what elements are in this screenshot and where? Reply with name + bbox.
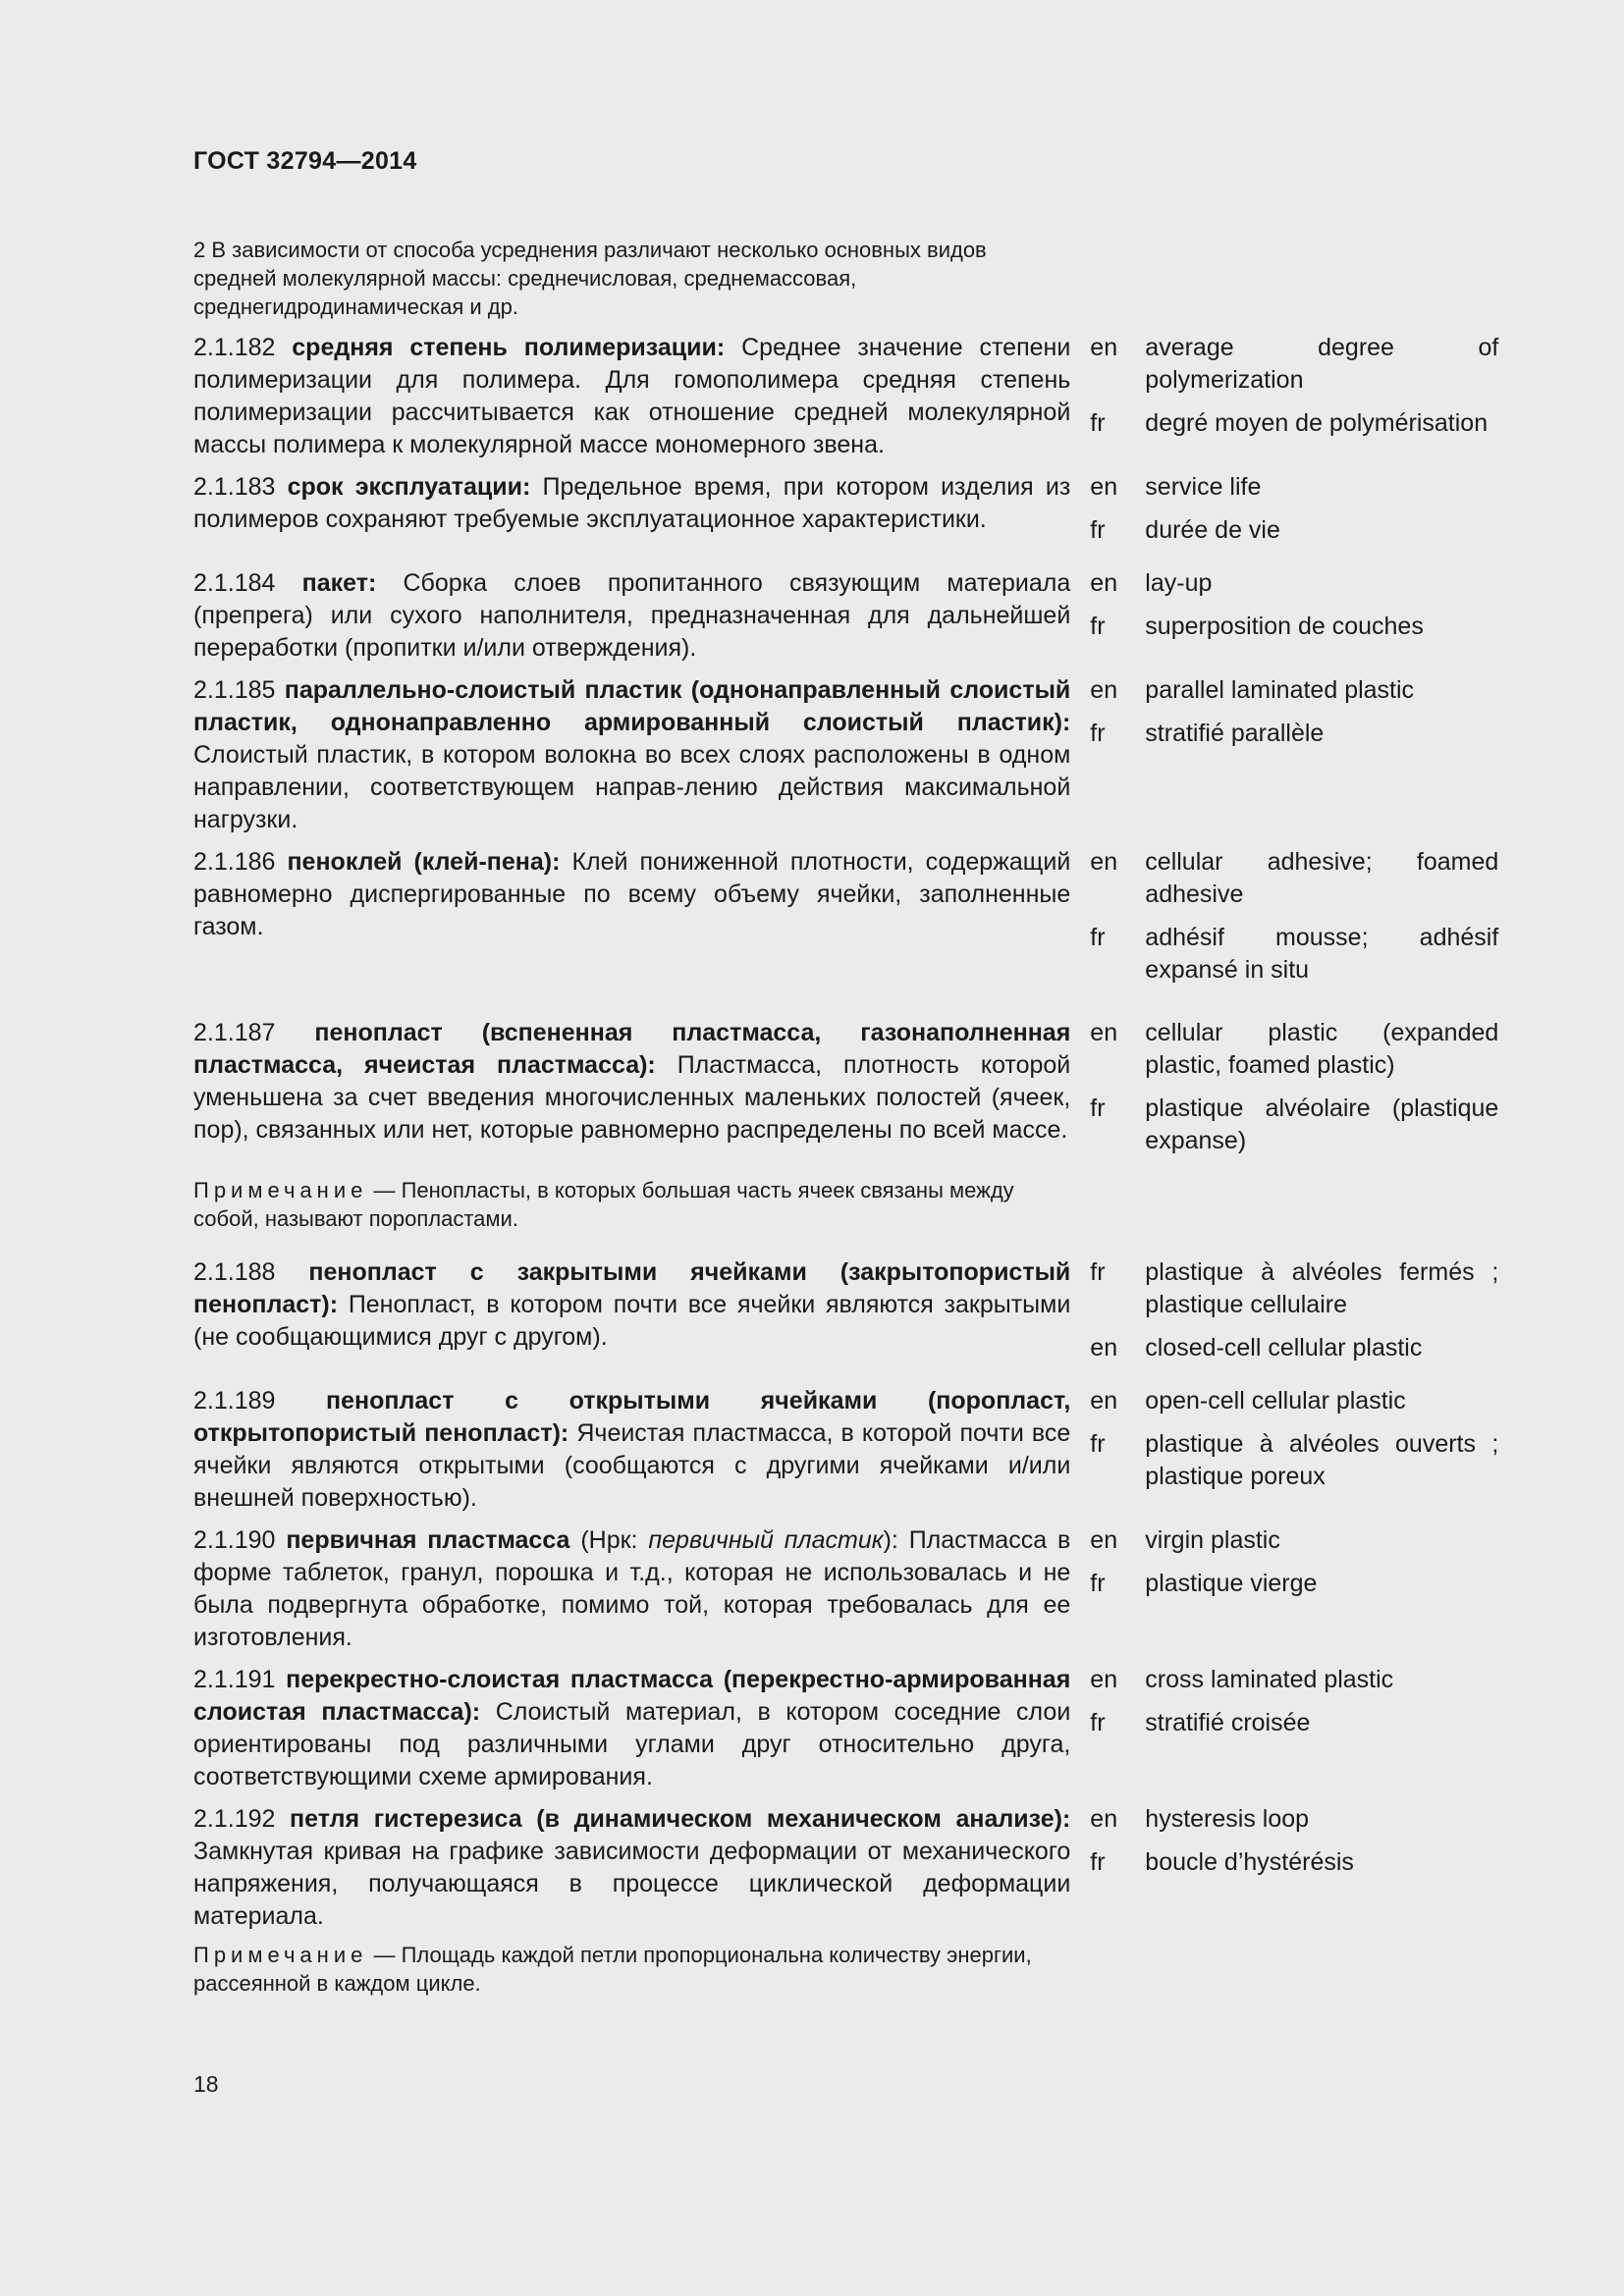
entry-definition-text: Слоистый пластик, в котором волокна во всех слоях расположены в одном направлении, соответствующем направ-лению действия максимальной нагрузки. (193, 741, 1071, 833)
equivalent-lang: fr (1090, 924, 1106, 951)
entry (193, 1256, 1509, 1375)
equivalent (1090, 1256, 1509, 1321)
entry-number: 2.1.187 (193, 1019, 276, 1046)
equivalent-lang: fr (1090, 1570, 1106, 1597)
equivalent (1090, 514, 1509, 547)
entry-equivalents (1090, 1803, 1509, 1933)
equivalent (1090, 1428, 1509, 1493)
equivalent (1090, 674, 1509, 707)
page-number: 18 (193, 2071, 219, 2097)
entry-term: пенопласт с открытыми ячейками (поропласт, открытопористый пенопласт): (193, 1387, 1071, 1447)
entry-number: 2.1.192 (193, 1805, 276, 1833)
equivalent-lang: fr (1090, 1258, 1106, 1286)
entry-definition-text: Слоистый материал, в котором соседние слои ориентированы под различными углами друг относительно друга, соответствующими схеме армирования. (193, 1698, 1071, 1790)
entry (193, 1524, 1509, 1654)
equivalent-lang: fr (1090, 613, 1106, 640)
equivalent-lang: en (1090, 334, 1118, 361)
entry-definition (193, 1256, 1070, 1375)
entry-definition (193, 1803, 1070, 1933)
note (193, 1941, 1073, 1998)
entry-definition-italic: первичный пластик (648, 1526, 884, 1554)
equivalent-lang: fr (1090, 720, 1106, 747)
equivalent-lang: fr (1090, 1095, 1106, 1122)
entry-term: средняя степень полимеризации: (292, 334, 726, 361)
entry-definition (193, 1017, 1070, 1168)
equivalent-lang: en (1090, 1387, 1118, 1415)
entry (193, 1803, 1509, 1933)
equivalent (1090, 332, 1509, 397)
entry-equivalents (1090, 1385, 1509, 1515)
entry-definition-text: Среднее значение степени полимеризации для полимера. Для гомополимера средняя степень полимеризации рассчитывается как отношение средней молекулярной массы полимера к молекулярной массе мономерного звена. (193, 334, 1071, 458)
equivalent-lang: fr (1090, 1848, 1106, 1876)
note-label: Примечание (193, 1178, 368, 1202)
equivalent-text: service life (1145, 473, 1262, 501)
equivalent (1090, 922, 1509, 987)
entry (193, 1664, 1509, 1793)
equivalent (1090, 1803, 1509, 1836)
equivalent-text: durée de vie (1145, 516, 1280, 544)
equivalent-lang: en (1090, 848, 1118, 876)
entry (193, 567, 1509, 665)
entry-term: срок эксплуатации: (287, 473, 531, 501)
entry-definition-text: Ячеистая пластмасса, в которой почти все ячейки являются открытыми (сообщаются с другими ячейками и/или внешней поверхностью). (193, 1419, 1071, 1512)
equivalent-text: plastique alvéolaire (plastique expanse) (1145, 1095, 1499, 1154)
equivalent (1090, 611, 1509, 643)
equivalent (1090, 1846, 1509, 1879)
equivalent-lang: en (1090, 1805, 1118, 1833)
entry-number: 2.1.185 (193, 676, 276, 704)
entry-definition-text: Пенопласт, в котором почти все ячейки являются закрытыми (не сообщающимися друг с другом). (193, 1291, 1071, 1351)
entries-list (193, 332, 1509, 2021)
entry-term: пенопласт (вспененная пластмасса, газонаполненная пластмасса, ячеистая пластмасса): (193, 1019, 1071, 1079)
equivalent (1090, 1524, 1509, 1557)
entry-term: пакет: (301, 569, 377, 597)
entry-definition-text: Клей пониженной плотности, содержащий равномерно диспергированные по всему объему ячейки, заполненные газом. (193, 848, 1071, 940)
equivalent (1090, 1664, 1509, 1696)
equivalent-lang: fr (1090, 516, 1106, 544)
intro-note: 2 В зависимости от способа усреднения различают несколько основных видов средней молекулярной массы: среднечисловая, среднемассовая, среднегидродинамическая и др. (193, 238, 987, 319)
entry-equivalents (1090, 846, 1509, 997)
entry-definition (193, 1664, 1070, 1793)
equivalent (1090, 1093, 1509, 1157)
equivalent-text: stratifié croisée (1145, 1709, 1311, 1736)
entry-definition-text: Пластмасса, плотность которой уменьшена за счет введения многочисленных маленьких полостей (ячеек, пор), связанных или нет, которые равномерно распределены по всей массе. (193, 1051, 1071, 1144)
entry-definition (193, 1385, 1070, 1515)
entry-equivalents (1090, 674, 1509, 836)
entry-term: первичная пластмасса (286, 1526, 570, 1554)
equivalent-text: lay-up (1145, 569, 1213, 597)
entry (193, 471, 1509, 558)
equivalent (1090, 1017, 1509, 1082)
entry-definition (193, 567, 1070, 665)
equivalent-text: open-cell cellular plastic (1145, 1387, 1406, 1415)
equivalent-text: virgin plastic (1145, 1526, 1280, 1554)
entry (193, 674, 1509, 836)
entry-equivalents (1090, 1017, 1509, 1168)
entry-definition (193, 332, 1070, 461)
entry-number: 2.1.190 (193, 1526, 276, 1554)
equivalent-lang: en (1090, 1526, 1118, 1554)
entry-equivalents (1090, 332, 1509, 461)
equivalent (1090, 471, 1509, 504)
equivalent (1090, 846, 1509, 911)
equivalent-text: boucle d’hystérésis (1145, 1848, 1354, 1876)
equivalent-lang: en (1090, 1666, 1118, 1693)
equivalent-text: degré moyen de polymérisation (1145, 409, 1489, 437)
equivalent-lang: en (1090, 1334, 1118, 1362)
equivalent (1090, 1568, 1509, 1600)
entry-definition-text: Сборка слоев пропитанного связующим материала (препрега) или сухого наполнителя, предназначенная для дальнейшей переработки (пропитки и/или отверждения). (193, 569, 1071, 662)
entry-equivalents (1090, 471, 1509, 558)
entry-term: пеноклей (клей-пена): (287, 848, 561, 876)
equivalent-text: cellular plastic (expanded plastic, foamed plastic) (1145, 1019, 1499, 1079)
entry-number: 2.1.184 (193, 569, 276, 597)
equivalent-lang: en (1090, 569, 1118, 597)
equivalent (1090, 1332, 1509, 1364)
equivalent (1090, 407, 1509, 440)
equivalent (1090, 567, 1509, 600)
equivalent (1090, 718, 1509, 750)
equivalent-text: cross laminated plastic (1145, 1666, 1394, 1693)
entry-equivalents (1090, 1256, 1509, 1375)
entry-term: пенопласт с закрытыми ячейками (закрытопористый пенопласт): (193, 1258, 1071, 1318)
entry-definition-prefix: (Нрк: (580, 1526, 649, 1554)
entry (193, 332, 1509, 461)
document-header: ГОСТ 32794—2014 (193, 147, 417, 175)
entry (193, 846, 1509, 997)
equivalent-lang: fr (1090, 409, 1106, 437)
entry-number: 2.1.186 (193, 848, 276, 876)
note-text: — Площадь каждой петли пропорциональна количеству энергии, рассеянной в каждом цикле. (193, 1943, 1032, 1996)
entry-definition (193, 471, 1070, 558)
entry-definition (193, 846, 1070, 997)
equivalent (1090, 1385, 1509, 1417)
equivalent-text: average degree of polymerization (1145, 334, 1499, 394)
entry-number: 2.1.191 (193, 1666, 276, 1693)
entry-term: перекрестно-слоистая пластмасса (перекрестно-армированная слоистая пластмасса): (193, 1666, 1071, 1726)
entry-number: 2.1.188 (193, 1258, 276, 1286)
equivalent-lang: fr (1090, 1709, 1106, 1736)
entry-definition-text: Предельное время, при котором изделия из полимеров сохраняют требуемые эксплуатационное характеристики. (193, 473, 1071, 533)
entry-definition-text: ): Пластмасса в форме таблеток, гранул, порошка и т.д., которая не использовалась и не была подвергнута обработке, помимо той, которая требовалась для ее изготовления. (193, 1526, 1071, 1651)
entry-definition (193, 674, 1070, 836)
note-label: Примечание (193, 1943, 368, 1967)
entry-definition-text: Замкнутая кривая на графике зависимости деформации от механического напряжения, получающаяся в процессе циклической деформации материала. (193, 1838, 1071, 1930)
entry-equivalents (1090, 1664, 1509, 1793)
entry-definition (193, 1524, 1070, 1654)
equivalent-text: stratifié parallèle (1145, 720, 1325, 747)
equivalent-lang: en (1090, 1019, 1118, 1046)
entry-number: 2.1.183 (193, 473, 276, 501)
entry (193, 1385, 1509, 1515)
equivalent-text: adhésif mousse; adhésif expansé in situ (1145, 924, 1499, 984)
entry (193, 1017, 1509, 1168)
note-text: — Пенопласты, в которых большая часть ячеек связаны между собой, называют поропластами. (193, 1178, 1014, 1231)
equivalent-text: plastique vierge (1145, 1570, 1318, 1597)
entry-term: петля гистерезиса (в динамическом механическом анализе): (290, 1805, 1071, 1833)
equivalent-text: closed-cell cellular plastic (1145, 1334, 1423, 1362)
equivalent-text: hysteresis loop (1145, 1805, 1310, 1833)
equivalent-lang: en (1090, 473, 1118, 501)
entry-number: 2.1.189 (193, 1387, 276, 1415)
equivalent-text: plastique à alvéoles fermés ; plastique cellulaire (1145, 1258, 1499, 1318)
equivalent-text: parallel laminated plastic (1145, 676, 1415, 704)
note (193, 1176, 1073, 1233)
equivalent-lang: en (1090, 676, 1118, 704)
entry-equivalents (1090, 567, 1509, 665)
equivalent-text: plastique à alvéoles ouverts ; plastique poreux (1145, 1430, 1499, 1490)
equivalent-text: superposition de couches (1145, 613, 1424, 640)
equivalent-text: cellular adhesive; foamed adhesive (1145, 848, 1499, 908)
equivalent (1090, 1707, 1509, 1739)
equivalent-lang: fr (1090, 1430, 1106, 1458)
entry-number: 2.1.182 (193, 334, 276, 361)
entry-term: параллельно-слоистый пластик (однонаправленный слоистый пластик, однонаправленно армированный слоистый пластик): (193, 676, 1071, 736)
entry-equivalents (1090, 1524, 1509, 1654)
